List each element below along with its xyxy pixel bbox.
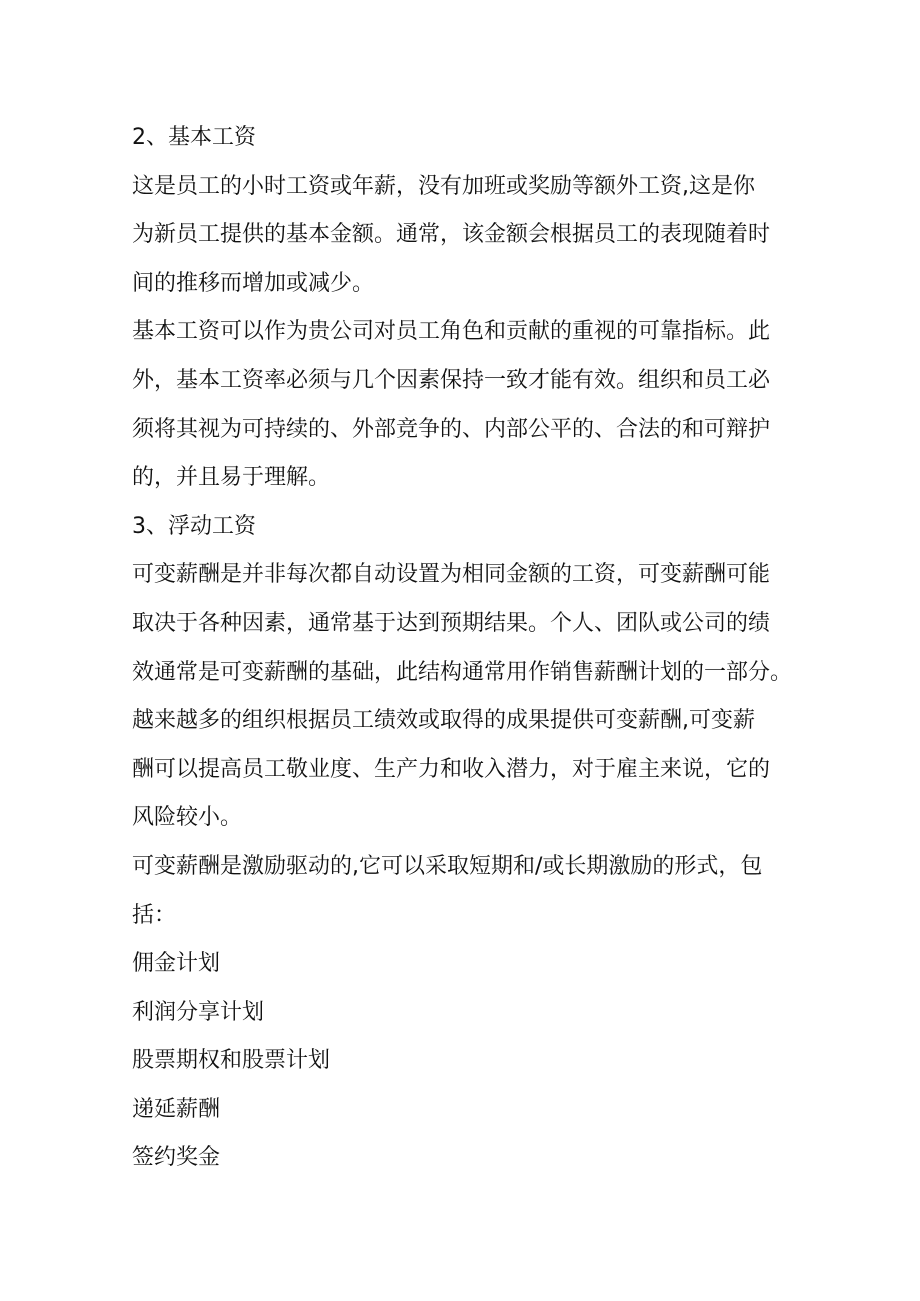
section-heading-variable-pay: 3、浮动工资 bbox=[132, 513, 256, 539]
paragraph-line: 可变薪酬是激励驱动的,它可以采取短期和/或长期激励的形式，包 bbox=[132, 853, 763, 879]
paragraph-line: 外，基本工资率必须与几个因素保持一致才能有效。组织和员工必 bbox=[132, 367, 771, 393]
paragraph-line: 须将其视为可持续的、外部竞争的、内部公平的、合法的和可辩护 bbox=[132, 416, 771, 442]
list-item: 利润分享计划 bbox=[132, 999, 265, 1025]
paragraph-line: 酬可以提高员工敬业度、生产力和收入潜力，对于雇主来说，它的 bbox=[132, 756, 771, 782]
list-item: 佣金计划 bbox=[132, 951, 221, 977]
paragraph-line: 的，并且易于理解。 bbox=[132, 465, 331, 491]
document-body bbox=[132, 114, 822, 1183]
paragraph-line: 取决于各种因素，通常基于达到预期结果。个人、团队或公司的绩 bbox=[132, 610, 771, 636]
list-item: 递延薪酬 bbox=[132, 1096, 221, 1122]
list-item: 股票期权和股票计划 bbox=[132, 1048, 331, 1074]
paragraph-line: 为新员工提供的基本金额。通常，该金额会根据员工的表现随着时 bbox=[132, 222, 771, 248]
paragraph-line: 可变薪酬是并非每次都自动设置为相同金额的工资，可变薪酬可能 bbox=[132, 562, 771, 588]
paragraph-line: 基本工资可以作为贵公司对员工角色和贡献的重视的可靠指标。此 bbox=[132, 319, 771, 345]
section-heading-base-salary: 2、基本工资 bbox=[132, 125, 256, 150]
paragraph-line: 间的推移而增加或减少。 bbox=[132, 270, 375, 296]
paragraph-line: 这是员工的小时工资或年薪，没有加班或奖励等额外工资,这是你 bbox=[132, 173, 755, 199]
paragraph-line: 越来越多的组织根据员工绩效或取得的成果提供可变薪酬,可变薪 bbox=[132, 708, 755, 734]
paragraph-line: 风险较小。 bbox=[132, 805, 243, 831]
paragraph-line: 括： bbox=[132, 902, 177, 928]
list-item: 签约奖金 bbox=[132, 1145, 221, 1171]
paragraph-line: 效通常是可变薪酬的基础，此结构通常用作销售薪酬计划的一部分。 bbox=[132, 659, 793, 685]
